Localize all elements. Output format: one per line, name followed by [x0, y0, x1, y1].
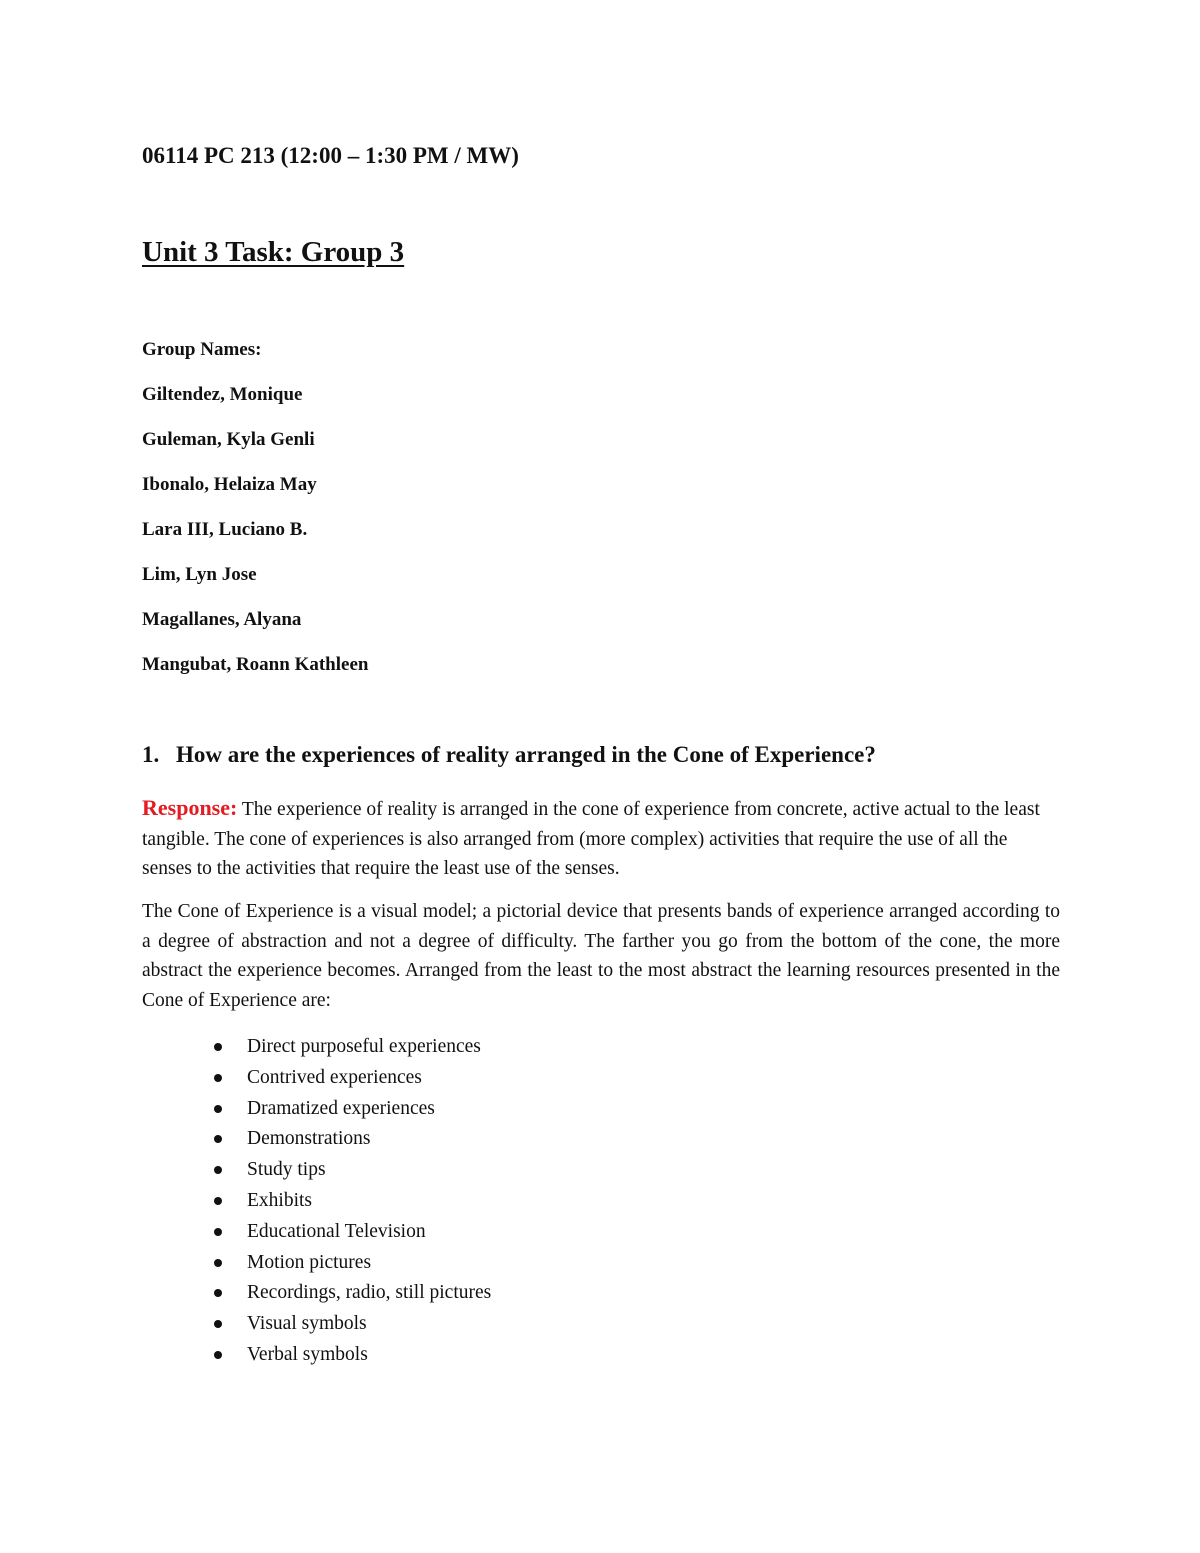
list-item-text: Verbal symbols	[247, 1343, 368, 1365]
learning-resources-list	[210, 1032, 491, 1371]
list-item-text: Motion pictures	[247, 1251, 372, 1273]
list-item	[210, 1094, 491, 1125]
list-item	[210, 1032, 491, 1063]
response-paragraph	[142, 793, 1060, 884]
list-item	[210, 1124, 491, 1155]
group-member: Lim, Lyn Jose	[142, 564, 257, 585]
bullet-icon	[214, 1166, 222, 1174]
course-code-heading: 06114 PC 213 (12:00 – 1:30 PM / MW)	[142, 143, 519, 168]
question-number: 1.	[142, 742, 160, 767]
bullet-icon	[214, 1074, 222, 1082]
list-item	[210, 1155, 491, 1186]
group-member: Magallanes, Alyana	[142, 609, 302, 630]
bullet-icon	[214, 1135, 222, 1143]
bullet-icon	[214, 1351, 222, 1359]
list-item-text: Contrived experiences	[247, 1066, 422, 1088]
group-names-list	[142, 339, 368, 699]
list-item-text: Visual symbols	[247, 1313, 367, 1335]
group-member: Mangubat, Roann Kathleen	[142, 654, 369, 675]
list-item	[210, 1217, 491, 1248]
question-text: How are the experiences of reality arranged in the Cone of Experience?	[176, 742, 876, 767]
list-item	[210, 1063, 491, 1094]
bullet-icon	[214, 1105, 222, 1113]
list-item-text: Exhibits	[247, 1189, 313, 1211]
group-member: Lara III, Luciano B.	[142, 519, 308, 540]
list-item-text: Recordings, radio, still pictures	[247, 1282, 492, 1304]
bullet-icon	[214, 1197, 222, 1205]
bullet-icon	[214, 1289, 222, 1297]
page-title: Unit 3 Task: Group 3	[142, 236, 405, 268]
list-item	[210, 1186, 491, 1217]
question-heading	[142, 742, 876, 768]
response-label: Response:	[142, 795, 238, 820]
bullet-icon	[214, 1259, 222, 1267]
list-item-text: Educational Television	[247, 1220, 426, 1242]
cone-description-paragraph: The Cone of Experience is a visual model; a pictorial device that presents bands of experience arranged according to a degree of abstraction and not a degree of difficulty. The farther you go from the bottom of the cone, the more abstract the experience becomes. Arranged from the least to the most abstract the learning resources presented in the Cone of Experience are:	[142, 901, 1060, 1011]
group-member: Giltendez, Monique	[142, 384, 303, 405]
list-item-text: Direct purposeful experiences	[247, 1036, 481, 1057]
bullet-icon	[214, 1320, 222, 1328]
list-item-text: Dramatized experiences	[247, 1097, 435, 1119]
list-item	[210, 1309, 491, 1340]
group-member: Guleman, Kyla Genli	[142, 429, 315, 450]
list-item	[210, 1340, 491, 1371]
response-text: The experience of reality is arranged in the cone of experience from concrete, active actual to the least tangible. The cone of experiences is also arranged from (more complex) activities that require the use of all the senses to the activities that require the least use of the senses.	[142, 799, 1040, 879]
bullet-icon	[214, 1043, 222, 1051]
list-item-text: Demonstrations	[247, 1128, 371, 1150]
list-item-text: Study tips	[247, 1159, 326, 1181]
list-item	[210, 1248, 491, 1279]
list-item	[210, 1278, 491, 1309]
group-names-label: Group Names:	[142, 339, 262, 360]
bullet-icon	[214, 1228, 222, 1236]
group-member: Ibonalo, Helaiza May	[142, 474, 317, 495]
